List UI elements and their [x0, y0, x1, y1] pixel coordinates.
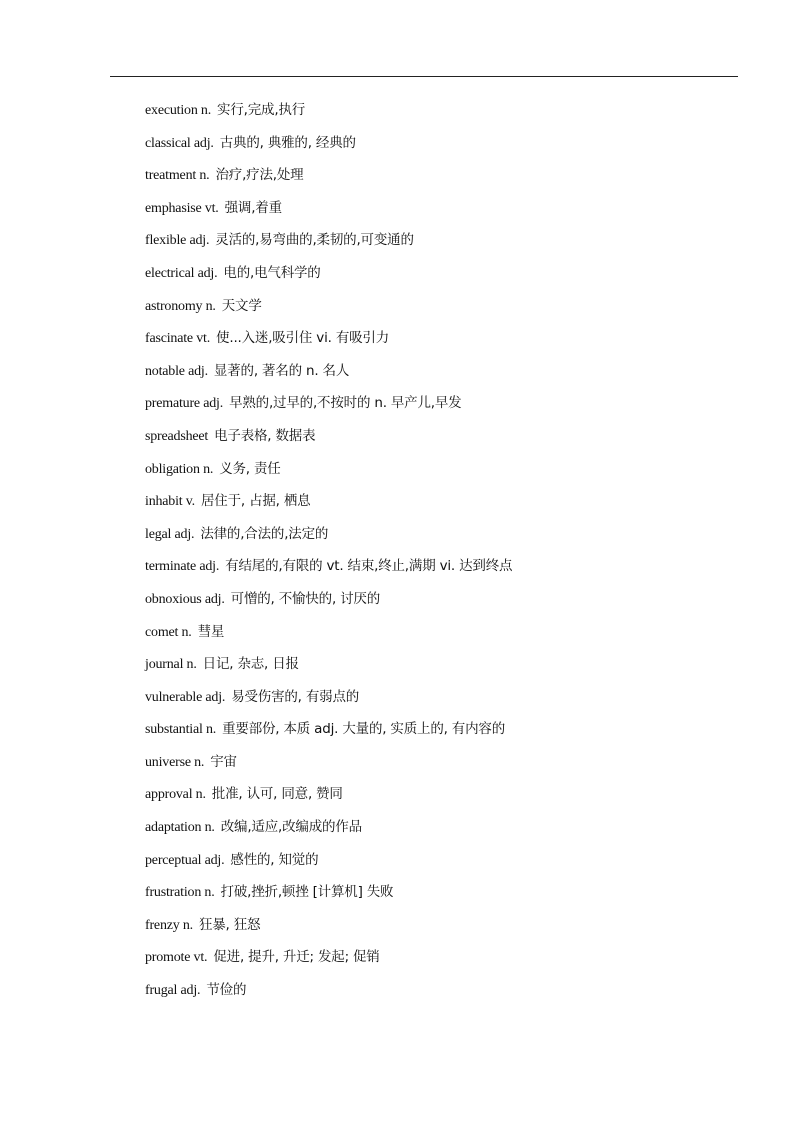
entry-word: execution n. — [145, 103, 212, 118]
vocabulary-entry — [145, 882, 745, 915]
entry-definition: 法律的,合法的,法定的 — [200, 525, 329, 542]
entry-definition: 重要部份, 本质 adj. 大量的, 实质上的, 有内容的 — [222, 721, 506, 738]
entry-definition: 打破,挫折,顿挫 [计算机] 失败 — [220, 884, 394, 901]
vocabulary-entry — [145, 263, 745, 296]
entry-word: astronomy n. — [145, 298, 216, 314]
entry-word: journal n. — [145, 657, 197, 673]
entry-definition: 灵活的,易弯曲的,柔韧的,可变通的 — [215, 232, 414, 249]
vocabulary-list — [145, 100, 745, 1013]
entry-definition: 义务, 责任 — [219, 460, 281, 477]
entry-word: legal adj. — [145, 526, 195, 542]
vocabulary-entry — [145, 752, 745, 785]
vocabulary-entry — [145, 850, 745, 883]
vocabulary-entry — [145, 817, 745, 850]
entry-definition: 实行,完成,执行 — [217, 102, 306, 118]
vocabulary-entry — [145, 361, 745, 394]
vocabulary-entry — [145, 654, 745, 687]
vocabulary-entry — [145, 719, 745, 752]
entry-definition: 早熟的,过早的,不按时的 n. 早产儿,早发 — [229, 395, 462, 412]
entry-word: obnoxious adj. — [145, 591, 225, 607]
vocabulary-entry — [145, 459, 745, 492]
entry-definition: 电的,电气科学的 — [223, 264, 321, 281]
vocabulary-entry — [145, 784, 745, 817]
entry-definition: 电子表格, 数据表 — [214, 427, 316, 444]
entry-definition: 天文学 — [221, 297, 262, 314]
entry-word: terminate adj. — [145, 559, 220, 575]
entry-definition: 宇宙 — [210, 753, 237, 770]
entry-word: obligation n. — [145, 461, 214, 477]
vocabulary-entry — [145, 230, 745, 263]
entry-definition: 强调,着重 — [224, 199, 282, 216]
vocabulary-entry — [145, 133, 745, 166]
entry-word: fascinate vt. — [145, 331, 211, 347]
entry-word: inhabit v. — [145, 494, 195, 510]
vocabulary-entry — [145, 328, 745, 361]
vocabulary-entry — [145, 589, 745, 622]
entry-definition: 狂暴, 狂怒 — [198, 916, 261, 933]
vocabulary-entry — [145, 165, 745, 198]
entry-word: vulnerable adj. — [145, 689, 226, 705]
entry-word: classical adj. — [145, 135, 214, 151]
entry-word: flexible adj. — [145, 233, 210, 249]
entry-definition: 彗星 — [197, 623, 225, 640]
entry-definition: 感性的, 知觉的 — [230, 851, 319, 868]
vocabulary-entry — [145, 915, 745, 948]
header-rule — [110, 76, 738, 77]
entry-word: substantial n. — [145, 722, 217, 738]
entry-word: frustration n. — [145, 885, 215, 901]
entry-word: emphasise vt. — [145, 200, 219, 216]
entry-definition: 批准, 认可, 同意, 赞同 — [211, 786, 343, 803]
vocabulary-entry — [145, 426, 745, 459]
vocabulary-entry — [145, 198, 745, 231]
entry-word: premature adj. — [145, 396, 224, 412]
entry-word: frenzy n. — [145, 917, 193, 933]
vocabulary-entry — [145, 524, 745, 557]
entry-word: universe n. — [145, 754, 205, 770]
vocabulary-entry — [145, 393, 745, 426]
entry-word: adaptation n. — [145, 820, 215, 836]
entry-word: approval n. — [145, 787, 206, 803]
entry-word: promote vt. — [145, 950, 208, 966]
entry-definition: 有结尾的,有限的 vt. 结束,终止,满期 vi. 达到终点 — [225, 558, 513, 575]
entry-word: treatment n. — [145, 168, 210, 184]
entry-definition: 居住于, 占据, 栖息 — [200, 493, 311, 510]
entry-definition: 古典的, 典雅的, 经典的 — [219, 134, 356, 151]
entry-definition: 可憎的, 不愉快的, 讨厌的 — [230, 590, 381, 607]
vocabulary-entry — [145, 556, 745, 589]
vocabulary-entry — [145, 296, 745, 329]
vocabulary-entry — [145, 622, 745, 655]
entry-definition: 改编,适应,改编成的作品 — [220, 819, 362, 836]
entry-definition: 促进, 提升, 升迁; 发起; 促销 — [213, 949, 380, 966]
entry-definition: 日记, 杂志, 日报 — [202, 656, 299, 673]
vocabulary-entry — [145, 980, 745, 1013]
entry-word: electrical adj. — [145, 265, 218, 281]
vocabulary-entry — [145, 491, 745, 524]
entry-word: spreadsheet — [145, 428, 209, 444]
entry-word: frugal adj. — [145, 983, 201, 999]
entry-definition: 节俭的 — [206, 982, 247, 999]
entry-definition: 治疗,疗法,处理 — [215, 167, 304, 184]
vocabulary-entry — [145, 687, 745, 720]
entry-definition: 使...入迷,吸引住 vi. 有吸引力 — [216, 330, 390, 347]
entry-word: perceptual adj. — [145, 852, 225, 868]
entry-word: comet n. — [145, 624, 192, 640]
entry-word: notable adj. — [145, 363, 208, 379]
entry-definition: 显著的, 著名的 n. 名人 — [213, 362, 350, 379]
entry-definition: 易受伤害的, 有弱点的 — [231, 688, 360, 705]
vocabulary-entry — [145, 947, 745, 980]
vocabulary-entry — [145, 100, 745, 133]
